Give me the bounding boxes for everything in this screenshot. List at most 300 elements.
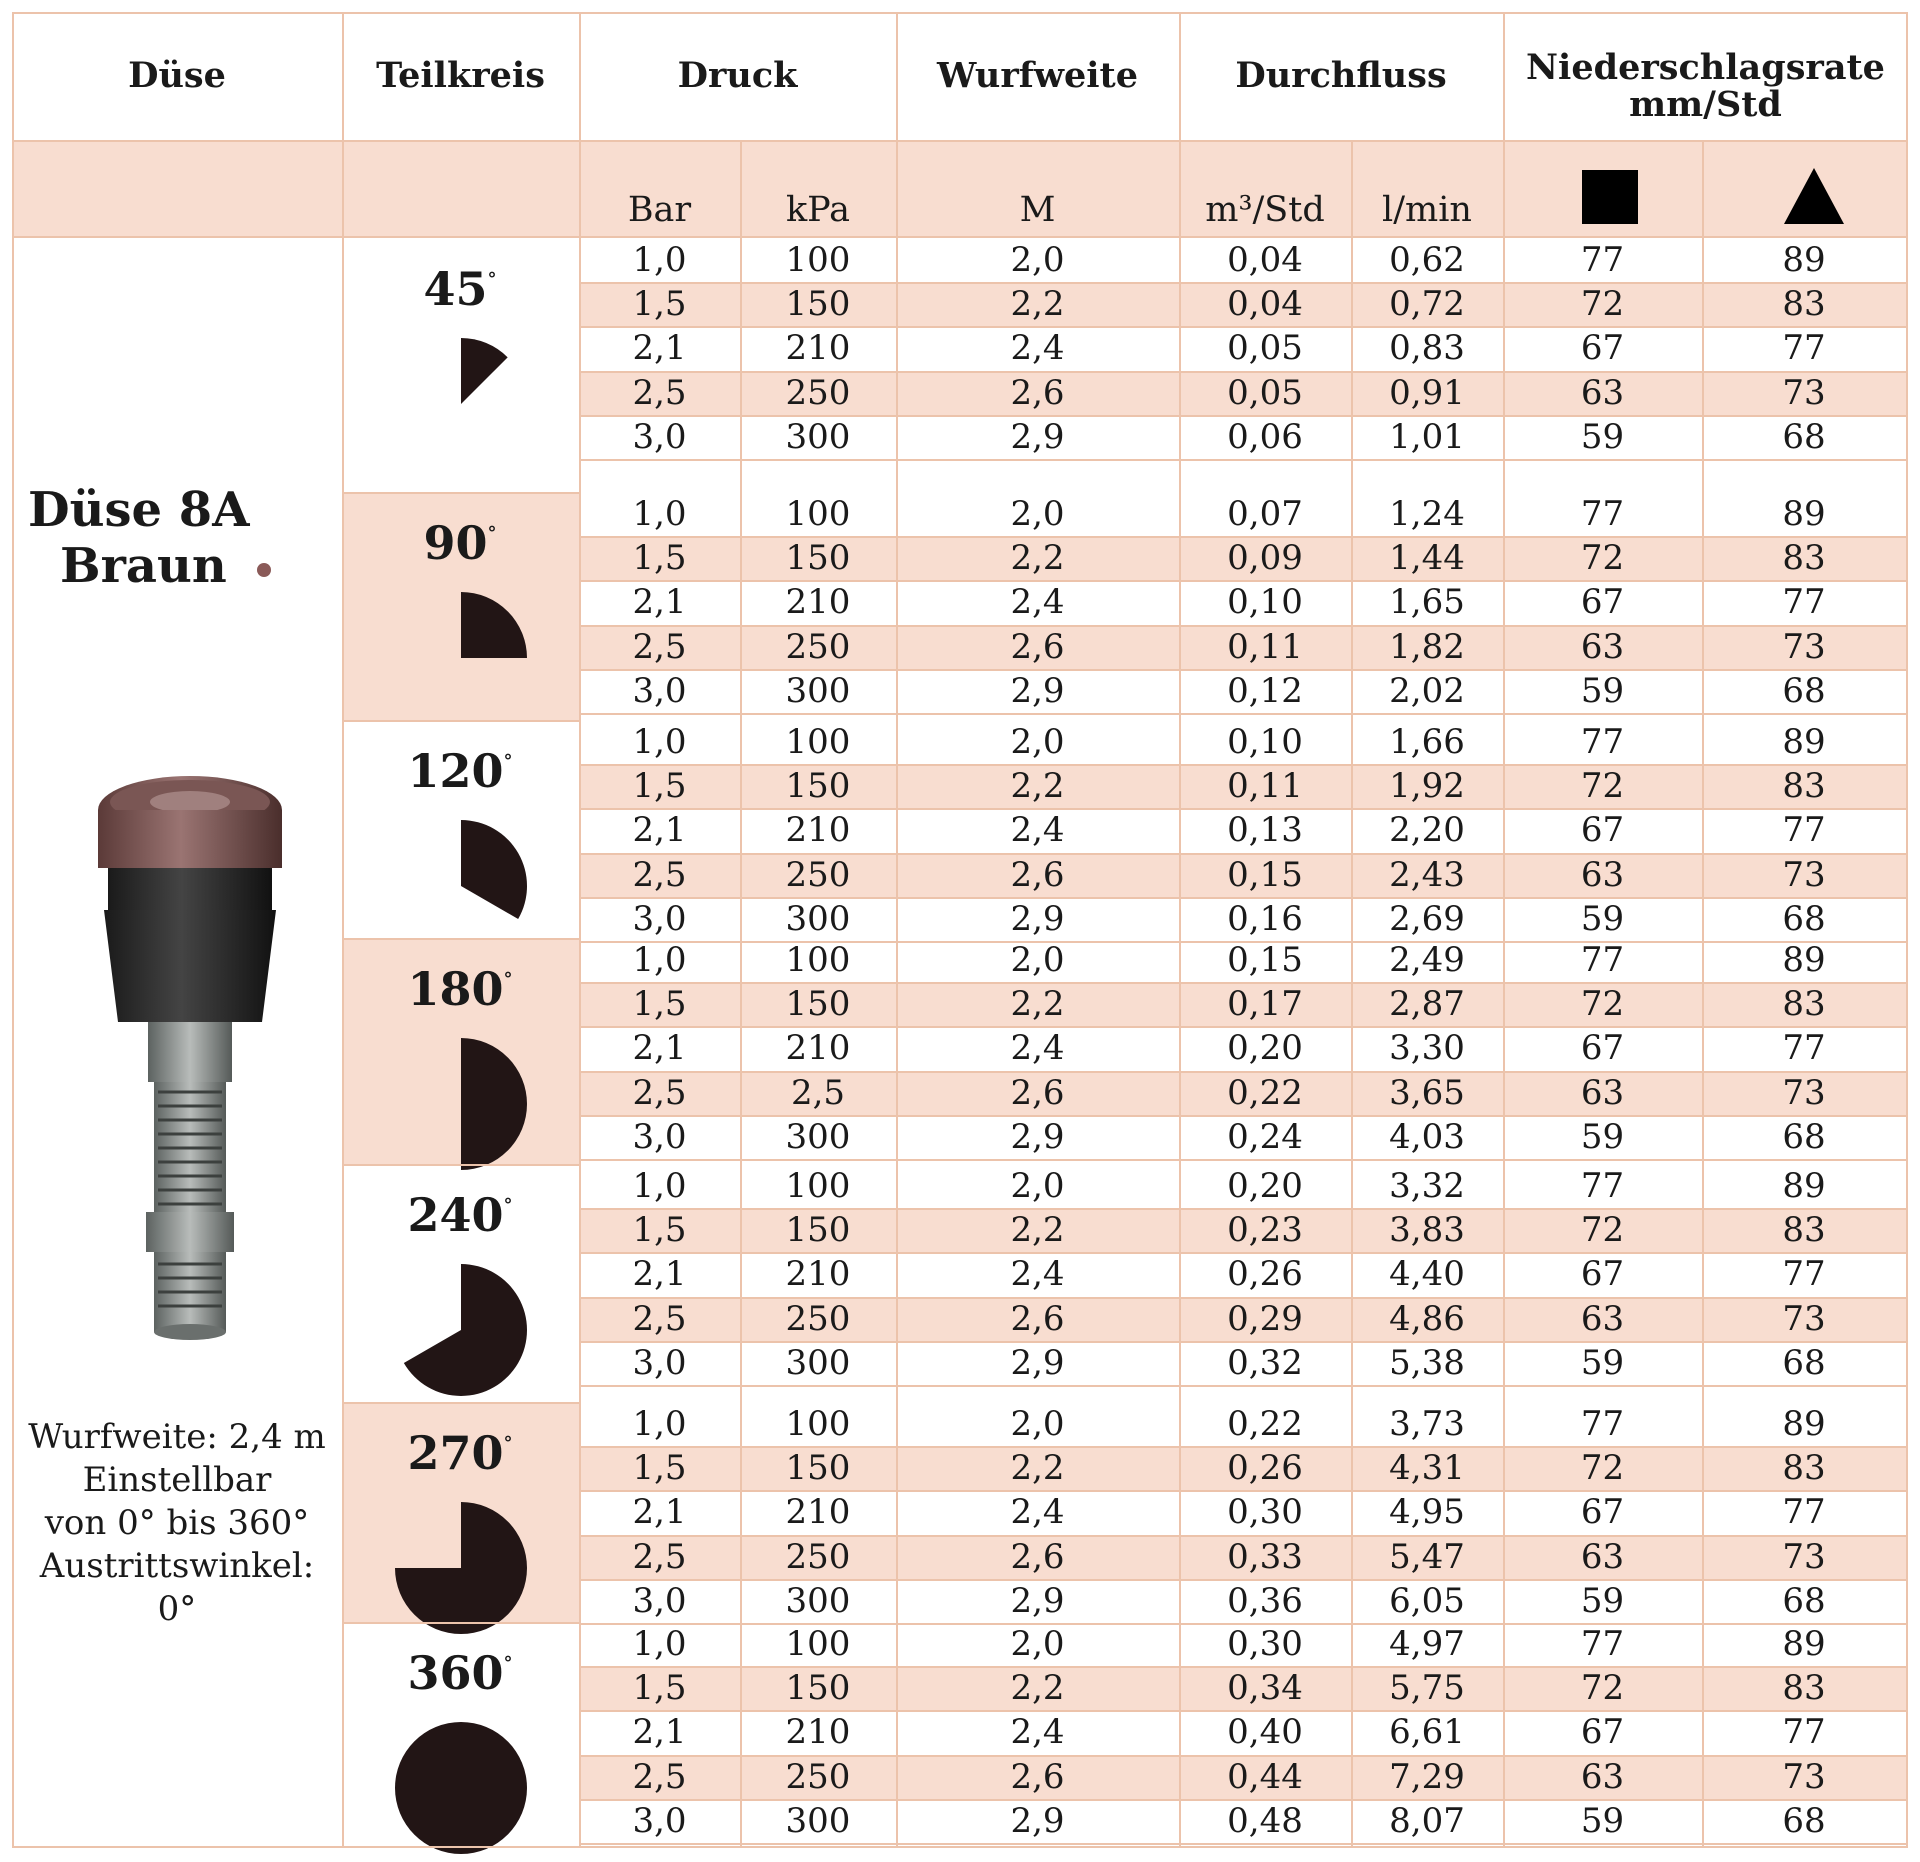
cell-kpa: 300 [785,1580,851,1621]
arc-label [342,1188,578,1242]
cell-kpa: 100 [785,240,851,281]
cell-flow-m3h: 0,16 [1227,898,1303,939]
cell-flow-m3h: 0,32 [1227,1342,1303,1383]
cell-bar: 2,5 [632,1072,687,1113]
cell-rate-square: 77 [1580,1404,1625,1445]
cell-rate-triangle: 68 [1782,898,1826,939]
cell-kpa: 2,5 [790,1072,846,1113]
cell-rate-square: 72 [1580,1668,1625,1709]
arc-45-icon [391,334,531,474]
cell-rate-triangle: 89 [1782,1624,1826,1665]
cell-range-m: 2,4 [1010,328,1065,369]
cell-range-m: 2,0 [1010,240,1065,281]
row-line [579,1252,1906,1254]
cell-range-m: 2,9 [1010,1342,1065,1383]
cell-bar: 2,5 [632,1536,687,1577]
cell-rate-triangle: 83 [1782,1668,1826,1709]
header-durchfluss: Durchfluss [1235,54,1447,96]
cell-bar: 2,5 [632,854,687,895]
cell-bar: 2,5 [632,1298,687,1339]
cell-flow-lmin: 5,38 [1389,1342,1465,1383]
cell-rate-triangle: 77 [1782,810,1826,851]
row-line [579,1755,1906,1757]
grid-line-col5 [1179,12,1181,1848]
triangle-spacing-icon [1782,166,1846,226]
nozzle-product-image [90,772,290,1342]
nozzle-title [28,482,271,594]
cell-rate-triangle: 83 [1782,766,1826,807]
cell-bar: 1,5 [632,538,687,579]
group-line [342,938,579,940]
cell-rate-triangle: 89 [1782,494,1826,535]
cell-flow-lmin: 6,61 [1389,1712,1465,1753]
cell-bar: 1,5 [632,1448,687,1489]
cell-bar: 3,0 [632,898,687,939]
cell-rate-triangle: 73 [1782,626,1826,667]
cell-rate-square: 72 [1580,1210,1625,1251]
cell-rate-square: 59 [1580,898,1625,939]
cell-kpa: 150 [785,284,851,325]
cell-flow-m3h: 0,48 [1227,1800,1303,1841]
cell-rate-triangle: 73 [1782,372,1826,413]
arc-degrees: 120 [407,744,504,798]
row-line [579,1843,1906,1845]
cell-range-m: 2,6 [1010,1072,1065,1113]
cell-kpa: 210 [785,582,851,623]
cell-bar: 1,5 [632,984,687,1025]
cell-rate-triangle: 68 [1782,670,1826,711]
row-line [579,415,1906,417]
cell-flow-m3h: 0,11 [1227,626,1303,667]
cell-rate-triangle: 77 [1782,328,1826,369]
cell-flow-lmin: 6,05 [1389,1580,1465,1621]
cell-rate-triangle: 89 [1782,722,1826,763]
arc-label [342,962,578,1016]
cell-kpa: 300 [785,416,851,457]
cell-flow-lmin: 1,65 [1389,582,1465,623]
cell-range-m: 2,9 [1010,416,1065,457]
cell-rate-square: 77 [1580,494,1625,535]
row-line [579,941,1906,943]
cell-bar: 2,1 [632,1254,687,1295]
nozzle-name: Düse 8A [28,482,250,538]
cell-flow-m3h: 0,13 [1227,810,1303,851]
cell-kpa: 210 [785,328,851,369]
cell-kpa: 250 [785,626,851,667]
cell-flow-lmin: 2,49 [1389,940,1465,981]
cell-kpa: 210 [785,810,851,851]
cell-kpa: 300 [785,670,851,711]
arc-degrees: 270 [407,1426,504,1480]
cell-kpa: 300 [785,1116,851,1157]
cell-kpa: 210 [785,1712,851,1753]
spec-range: Wurfweite: 2,4 m [28,1417,326,1457]
degree-symbol: ° [487,269,497,290]
cell-flow-lmin: 2,20 [1389,810,1465,851]
unit-kpa: kPa [785,190,851,230]
cell-rate-square: 63 [1580,1536,1625,1577]
cell-flow-m3h: 0,22 [1227,1072,1303,1113]
cell-range-m: 2,0 [1010,722,1065,763]
cell-flow-lmin: 2,43 [1389,854,1465,895]
row-line [579,1535,1906,1537]
cell-bar: 1,0 [632,722,687,763]
cell-flow-lmin: 3,30 [1389,1028,1465,1069]
arc-label [342,744,578,798]
grid-line-col6 [1351,140,1353,1848]
cell-rate-square: 67 [1580,810,1625,851]
cell-flow-lmin: 1,44 [1389,538,1465,579]
cell-range-m: 2,2 [1010,538,1065,579]
grid-line-col1 [342,12,344,1848]
cell-kpa: 100 [785,494,851,535]
cell-range-m: 2,4 [1010,1028,1065,1069]
cell-rate-triangle: 73 [1782,854,1826,895]
cell-bar: 2,1 [632,1028,687,1069]
cell-range-m: 2,9 [1010,670,1065,711]
cell-range-m: 2,2 [1010,1668,1065,1709]
cell-kpa: 210 [785,1254,851,1295]
cell-rate-square: 67 [1580,328,1625,369]
row-line [579,669,1906,671]
cell-rate-square: 59 [1580,416,1625,457]
cell-bar: 1,5 [632,1668,687,1709]
cell-kpa: 100 [785,722,851,763]
cell-flow-m3h: 0,30 [1227,1624,1303,1665]
cell-kpa: 250 [785,1298,851,1339]
arc-90-icon [391,588,531,728]
cell-bar: 2,1 [632,328,687,369]
cell-rate-triangle: 68 [1782,416,1826,457]
header-niederschlagsrate-unit: mm/Std [1629,83,1782,125]
arc-360-icon [391,1718,531,1858]
cell-rate-square: 72 [1580,766,1625,807]
row-line [579,1026,1906,1028]
cell-rate-triangle: 83 [1782,284,1826,325]
cell-bar: 2,5 [632,626,687,667]
cell-range-m: 2,6 [1010,1536,1065,1577]
cell-bar: 2,1 [632,1492,687,1533]
unit-lmin: l/min [1382,190,1472,230]
cell-rate-square: 72 [1580,284,1625,325]
grid-line-header [12,140,1908,142]
cell-bar: 3,0 [632,416,687,457]
grid-line-top [12,12,1908,14]
cell-flow-m3h: 0,36 [1227,1580,1303,1621]
cell-rate-triangle: 77 [1782,1492,1826,1533]
cell-flow-m3h: 0,15 [1227,940,1303,981]
cell-rate-square: 72 [1580,538,1625,579]
row-line [579,459,1906,461]
cell-flow-m3h: 0,04 [1227,284,1303,325]
cell-rate-square: 77 [1580,722,1625,763]
cell-kpa: 150 [785,1210,851,1251]
row-line [579,1623,1906,1625]
arc-270-icon [391,1498,531,1638]
cell-flow-m3h: 0,05 [1227,372,1303,413]
arc-degrees: 240 [407,1188,504,1242]
header-teilkreis: Teilkreis [376,54,545,96]
cell-bar: 3,0 [632,670,687,711]
row-line [579,1666,1906,1668]
header-druck: Druck [677,54,798,96]
cell-flow-lmin: 3,73 [1389,1404,1465,1445]
row-line [579,1071,1906,1073]
cell-flow-lmin: 1,92 [1389,766,1465,807]
cell-range-m: 2,6 [1010,854,1065,895]
arc-180-icon [391,1034,531,1174]
row-line [579,1115,1906,1117]
degree-symbol: ° [503,1433,513,1454]
arc-degrees: 45 [423,262,488,316]
cell-kpa: 300 [785,898,851,939]
cell-bar: 1,5 [632,1210,687,1251]
cell-flow-m3h: 0,11 [1227,766,1303,807]
row-line [579,1341,1906,1343]
nozzle-performance-table [12,12,1908,1848]
cell-flow-m3h: 0,10 [1227,722,1303,763]
cell-rate-square: 77 [1580,1624,1625,1665]
cell-bar: 1,0 [632,494,687,535]
header-niederschlagsrate [1503,47,1908,140]
unit-m3h: m³/Std [1205,190,1325,230]
cell-kpa: 210 [785,1028,851,1069]
row-line [579,580,1906,582]
row-line [579,1799,1906,1801]
cell-range-m: 2,9 [1010,1580,1065,1621]
cell-range-m: 2,0 [1010,1166,1065,1207]
cell-rate-triangle: 68 [1782,1116,1826,1157]
cell-kpa: 100 [785,1624,851,1665]
cell-rate-square: 59 [1580,1800,1625,1841]
degree-symbol: ° [503,1653,513,1674]
cell-range-m: 2,9 [1010,1800,1065,1841]
cell-bar: 1,0 [632,1166,687,1207]
cell-rate-square: 59 [1580,670,1625,711]
cell-flow-m3h: 0,22 [1227,1404,1303,1445]
cell-flow-m3h: 0,34 [1227,1668,1303,1709]
arc-120-icon [391,816,531,956]
group-line [342,720,579,722]
arc-label [342,262,578,316]
group-line [342,1164,579,1166]
cell-rate-triangle: 77 [1782,1254,1826,1295]
cell-kpa: 300 [785,1800,851,1841]
degree-symbol: ° [503,969,513,990]
group-line [342,492,579,494]
group-line [342,1402,579,1404]
arc-240-icon [391,1260,531,1400]
row-line [579,1297,1906,1299]
cell-flow-lmin: 0,72 [1389,284,1465,325]
row-line [579,371,1906,373]
cell-range-m: 2,4 [1010,1254,1065,1295]
cell-rate-square: 72 [1580,1448,1625,1489]
row-line [579,326,1906,328]
cell-range-m: 2,9 [1010,898,1065,939]
cell-kpa: 150 [785,1448,851,1489]
cell-flow-lmin: 4,03 [1389,1116,1465,1157]
cell-range-m: 2,2 [1010,984,1065,1025]
cell-rate-square: 63 [1580,626,1625,667]
grid-line-right [1906,12,1908,1848]
cell-flow-m3h: 0,04 [1227,240,1303,281]
cell-range-m: 2,0 [1010,1404,1065,1445]
cell-kpa: 250 [785,854,851,895]
spec-trajectory-label: Austrittswinkel: [39,1546,315,1586]
row-line [579,1159,1906,1161]
cell-range-m: 2,6 [1010,626,1065,667]
cell-rate-square: 72 [1580,984,1625,1025]
arc-degrees: 360 [407,1646,504,1700]
cell-rate-triangle: 89 [1782,940,1826,981]
square-spacing-icon [1580,168,1640,226]
cell-rate-triangle: 68 [1782,1342,1826,1383]
arc-degrees: 180 [407,962,504,1016]
grid-line-col8 [1702,140,1704,1848]
cell-bar: 2,1 [632,582,687,623]
cell-bar: 2,5 [632,1756,687,1797]
cell-rate-triangle: 83 [1782,538,1826,579]
cell-flow-m3h: 0,26 [1227,1448,1303,1489]
cell-rate-square: 63 [1580,854,1625,895]
cell-flow-m3h: 0,29 [1227,1298,1303,1339]
color-dot-icon [257,563,271,577]
row-line [579,897,1906,899]
cell-bar: 1,0 [632,1404,687,1445]
cell-bar: 2,1 [632,1712,687,1753]
row-line [579,1490,1906,1492]
grid-line-col2 [579,12,581,1848]
row-line [579,1446,1906,1448]
cell-flow-lmin: 2,02 [1389,670,1465,711]
cell-flow-lmin: 4,97 [1389,1624,1465,1665]
unit-bar: Bar [627,190,692,230]
spec-trajectory-value: 0° [157,1589,197,1629]
cell-kpa: 150 [785,538,851,579]
cell-flow-lmin: 4,95 [1389,1492,1465,1533]
group-line [342,1846,579,1848]
grid-line-units [12,236,1908,238]
cell-range-m: 2,2 [1010,766,1065,807]
cell-rate-square: 67 [1580,1492,1625,1533]
cell-flow-m3h: 0,17 [1227,984,1303,1025]
cell-bar: 1,0 [632,940,687,981]
cell-rate-triangle: 73 [1782,1536,1826,1577]
row-line [579,1208,1906,1210]
arc-degrees: 90 [423,516,488,570]
cell-flow-m3h: 0,40 [1227,1712,1303,1753]
cell-flow-m3h: 0,15 [1227,854,1303,895]
cell-bar: 2,1 [632,810,687,851]
cell-range-m: 2,0 [1010,940,1065,981]
grid-line-col4 [896,12,898,1848]
cell-bar: 3,0 [632,1580,687,1621]
cell-flow-m3h: 0,20 [1227,1028,1303,1069]
cell-flow-m3h: 0,30 [1227,1492,1303,1533]
cell-range-m: 2,0 [1010,494,1065,535]
header-duese: Düse [128,54,226,96]
cell-kpa: 150 [785,766,851,807]
cell-rate-triangle: 77 [1782,582,1826,623]
cell-flow-m3h: 0,24 [1227,1116,1303,1157]
cell-flow-m3h: 0,20 [1227,1166,1303,1207]
cell-rate-square: 67 [1580,1028,1625,1069]
cell-rate-triangle: 77 [1782,1712,1826,1753]
row-line [579,764,1906,766]
cell-rate-square: 63 [1580,1756,1625,1797]
arc-label [342,516,578,570]
cell-range-m: 2,4 [1010,810,1065,851]
cell-bar: 3,0 [632,1342,687,1383]
cell-rate-square: 63 [1580,372,1625,413]
cell-range-m: 2,4 [1010,1712,1065,1753]
cell-bar: 3,0 [632,1800,687,1841]
cell-rate-square: 63 [1580,1298,1625,1339]
cell-range-m: 2,6 [1010,372,1065,413]
row-line [579,1579,1906,1581]
cell-range-m: 2,2 [1010,284,1065,325]
cell-flow-m3h: 0,23 [1227,1210,1303,1251]
row-line [579,282,1906,284]
cell-range-m: 2,2 [1010,1448,1065,1489]
cell-range-m: 2,9 [1010,1116,1065,1157]
cell-rate-square: 77 [1580,240,1625,281]
cell-flow-lmin: 4,31 [1389,1448,1465,1489]
cell-range-m: 2,2 [1010,1210,1065,1251]
cell-flow-lmin: 3,32 [1389,1166,1465,1207]
cell-flow-m3h: 0,07 [1227,494,1303,535]
cell-range-m: 2,4 [1010,582,1065,623]
cell-flow-lmin: 5,75 [1389,1668,1465,1709]
cell-range-m: 2,6 [1010,1756,1065,1797]
nozzle-specs [12,1416,342,1631]
cell-flow-lmin: 0,62 [1389,240,1465,281]
cell-bar: 3,0 [632,1116,687,1157]
cell-flow-lmin: 4,86 [1389,1298,1465,1339]
nozzle-color-line [28,538,271,594]
cell-flow-lmin: 7,29 [1389,1756,1465,1797]
spec-arc-range: von 0° bis 360° [44,1503,310,1543]
cell-flow-m3h: 0,06 [1227,416,1303,457]
header-wurfweite: Wurfweite [937,54,1138,96]
nozzle-color-name: Braun [60,538,227,594]
cell-flow-lmin: 1,66 [1389,722,1465,763]
cell-flow-lmin: 2,69 [1389,898,1465,939]
cell-kpa: 100 [785,1404,851,1445]
degree-symbol: ° [503,1195,513,1216]
cell-rate-triangle: 83 [1782,984,1826,1025]
cell-rate-triangle: 89 [1782,1166,1826,1207]
degree-symbol: ° [503,751,513,772]
cell-flow-lmin: 4,40 [1389,1254,1465,1295]
cell-kpa: 250 [785,372,851,413]
row-line [579,1710,1906,1712]
grid-line-col7 [1503,12,1505,1848]
cell-rate-triangle: 73 [1782,1298,1826,1339]
cell-rate-triangle: 73 [1782,1756,1826,1797]
cell-bar: 1,5 [632,284,687,325]
grid-line-col3 [740,140,742,1848]
cell-bar: 1,0 [632,240,687,281]
cell-flow-lmin: 0,91 [1389,372,1465,413]
group-line [342,1622,579,1624]
cell-kpa: 150 [785,984,851,1025]
cell-flow-lmin: 3,83 [1389,1210,1465,1251]
cell-bar: 1,5 [632,766,687,807]
cell-kpa: 250 [785,1756,851,1797]
cell-range-m: 2,0 [1010,1624,1065,1665]
